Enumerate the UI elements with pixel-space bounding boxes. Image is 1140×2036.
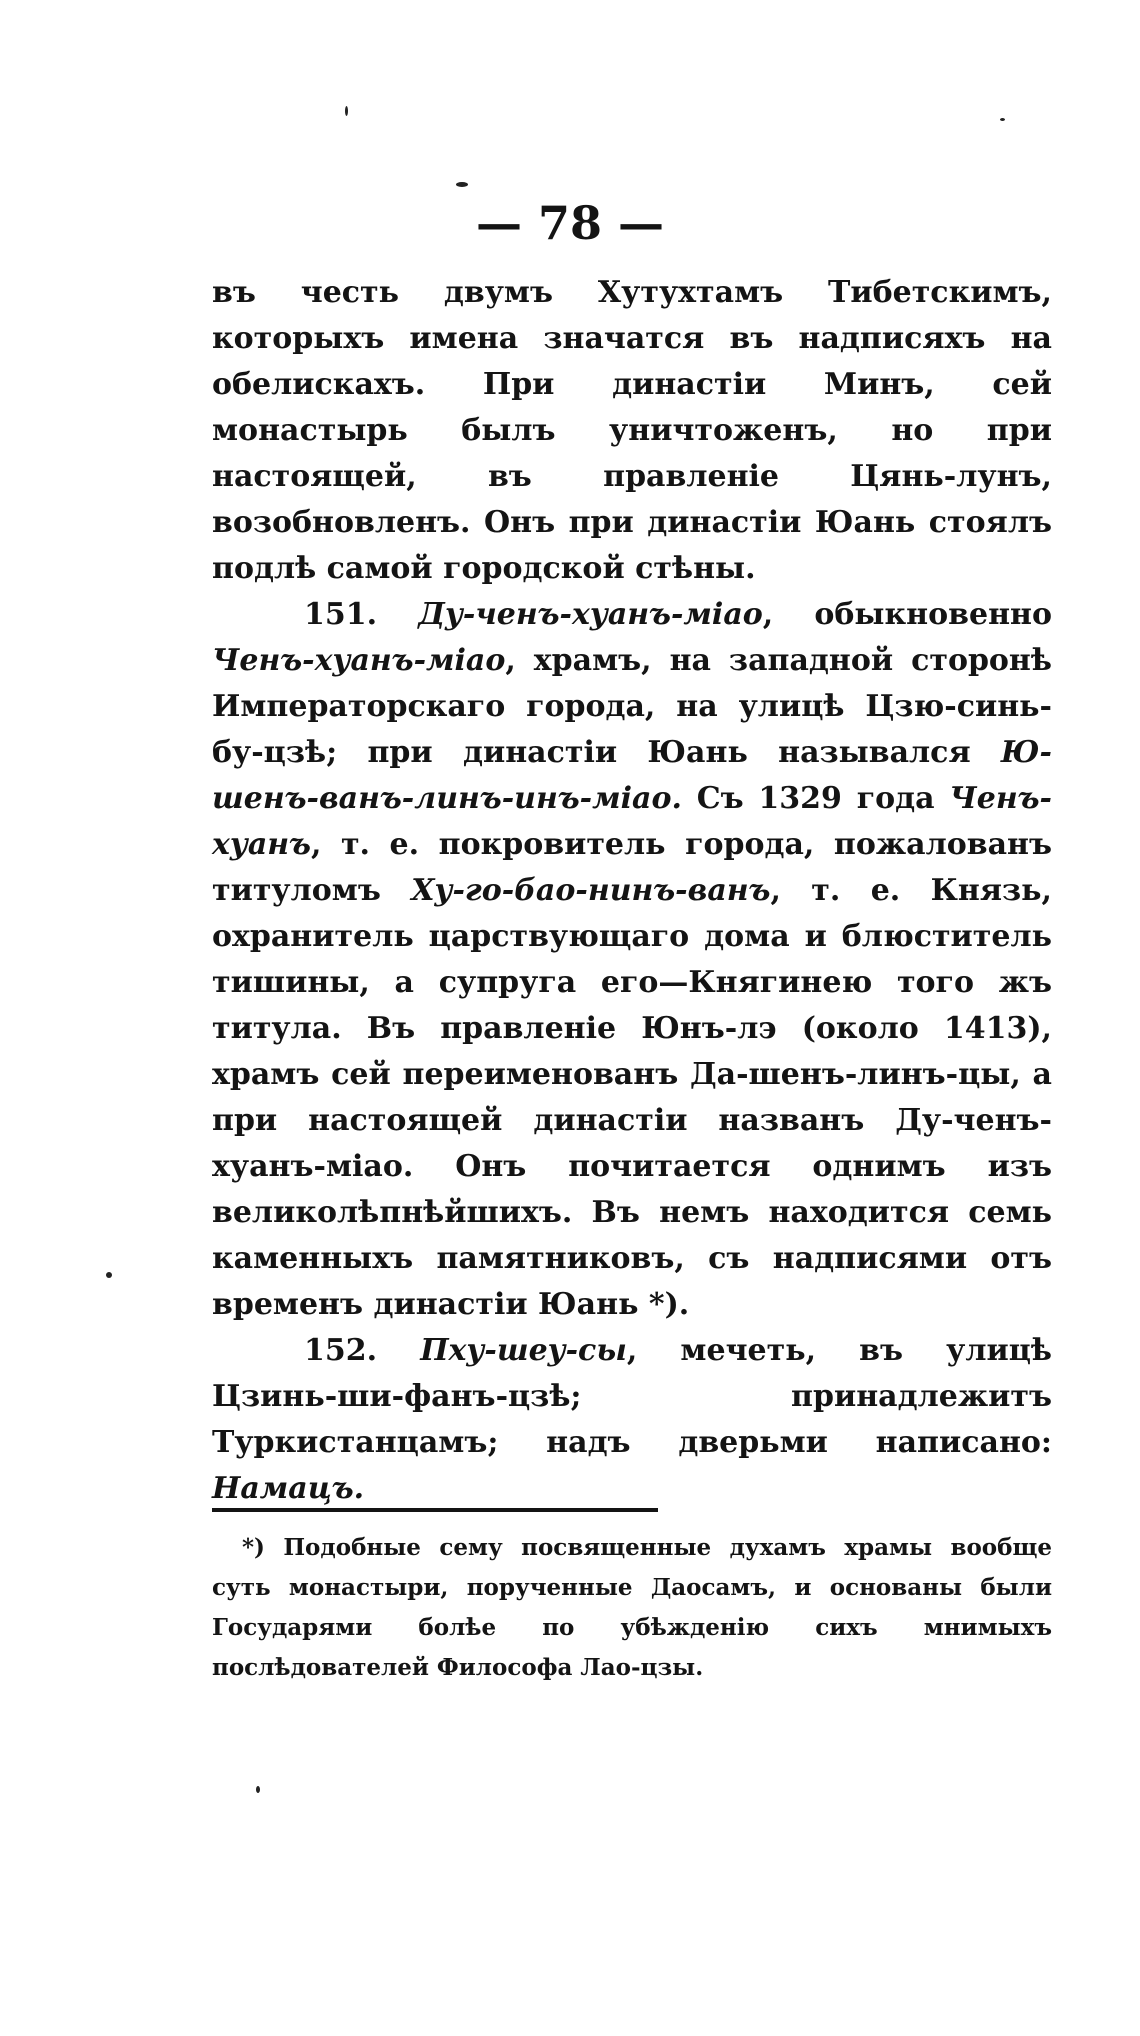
- temple-name-italic: Ченъ-хуанъ-міао: [212, 643, 506, 678]
- mosque-name-italic: Пху-шеу-сы: [420, 1333, 627, 1368]
- footnote-rule: [212, 1508, 658, 1512]
- paragraph-151: [212, 592, 1052, 1328]
- text-run: Съ 1329 года: [681, 781, 950, 816]
- temple-name-italic: Ду-ченъ-хуанъ-міао: [418, 597, 763, 632]
- temple-name-italic: Ю-шенъ-ванъ-линъ-инъ-міао.: [212, 735, 1052, 816]
- title-italic: Ченъ-хуанъ: [212, 781, 1052, 862]
- paragraph-continuation: [212, 270, 1052, 592]
- page-number: — 78 —: [475, 196, 665, 250]
- title-italic: Ху-го-бао-нинъ-ванъ: [411, 873, 771, 908]
- scan-speck: [256, 1786, 260, 1793]
- text-run: , мечеть, въ улицѣ Цзинь-ши-фанъ-цзѣ; принадлежитъ Туркистанцамъ; надъ дверьми написано:: [212, 1333, 1052, 1460]
- main-text: [212, 270, 1052, 1512]
- entry-number: 152.: [304, 1333, 421, 1368]
- text-run: , обыкновенно: [762, 597, 1052, 632]
- text-run: , т. е. покровитель города, пожалованъ титуломъ: [212, 827, 1052, 908]
- inscription-italic: Намацъ.: [212, 1471, 365, 1506]
- text-run: , храмъ, на западной сторонѣ Императорскаго города, на улицѣ Цзю-синь-бу-цзѣ; при династіи Юань назывался: [212, 643, 1052, 770]
- entry-number: 151.: [304, 597, 419, 632]
- scan-speck: [1000, 118, 1005, 121]
- footnote-text: *) Подобные сему посвященные духамъ храмы вообще суть монастыри, порученные Даосамъ, и основаны были Государями болѣе по убѣжденію сихъ мнимыхъ послѣдователей Философа Лао-цзы.: [212, 1534, 1052, 1681]
- text-run: , т. е. Князь, охранитель царствующаго дома и блюститель тишины, а супруга его—Княгинею того жъ титула. Въ правленіе Юнъ-лэ (около 1413), храмъ сей переименованъ Да-шенъ-линъ-цы, а при настоящей династіи названъ Ду-ченъ-хуанъ-міао. Онъ почитается однимъ изъ великолѣпнѣйшихъ. Въ немъ находится семь каменныхъ памятниковъ, съ надписями отъ временъ династіи Юань *).: [212, 873, 1052, 1322]
- scan-speck: [106, 1272, 112, 1278]
- scan-speck: [345, 106, 348, 116]
- scan-speck: [456, 182, 468, 187]
- paragraph-152: [212, 1328, 1052, 1512]
- text-run: въ честь двумъ Хутухтамъ Тибетскимъ, которыхъ имена значатся въ надписяхъ на обелискахъ. При династіи Минъ, сей монастырь былъ уничтоженъ, но при настоящей, въ правленіе Цянь-лунъ, возобновленъ. Онъ при династіи Юань стоялъ подлѣ самой городской стѣны.: [212, 275, 1052, 586]
- footnote: [212, 1528, 1052, 1688]
